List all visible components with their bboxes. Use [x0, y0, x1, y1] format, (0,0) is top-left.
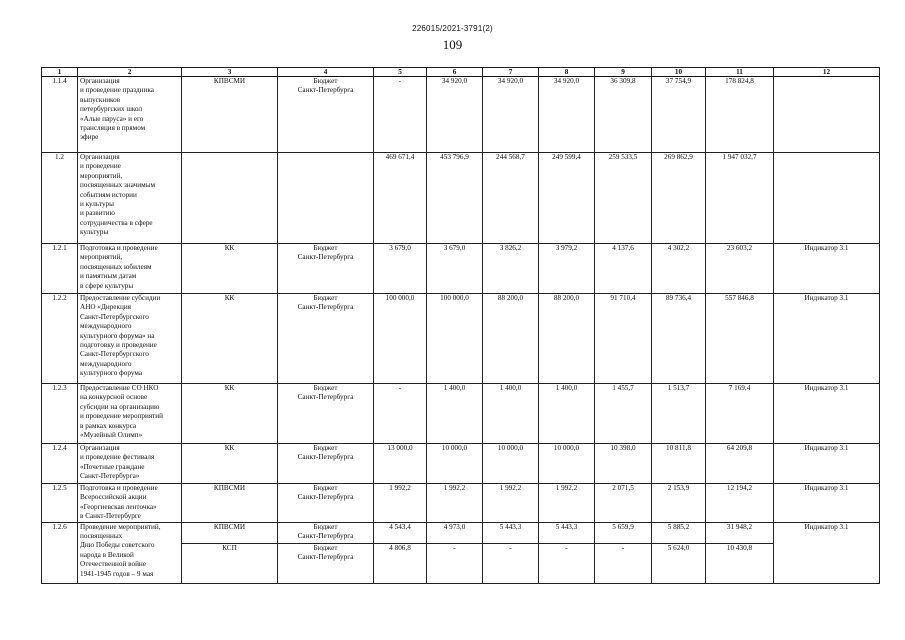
- executor: КПВСМИ: [182, 484, 278, 523]
- value-col11: 31 948,2: [706, 522, 774, 543]
- executor: КК: [182, 384, 278, 444]
- value-col10: 4 302,2: [652, 244, 706, 294]
- value-col11: 23 603,2: [706, 244, 774, 294]
- value-col7: 10 000,0: [483, 444, 539, 484]
- indicator: [774, 77, 880, 153]
- item-name: Проведение мероприятий, посвященных Дню Победы советского народа в Великой Отечественной войне 1941-1945 годов – 9 мая: [78, 522, 182, 583]
- value-col8: 3 979,2: [539, 244, 595, 294]
- value-col10: 5 885,2: [652, 522, 706, 543]
- indicator: Индикатор 3.1: [774, 484, 880, 523]
- funding-source: Бюджет Санкт-Петербурга: [278, 543, 374, 583]
- item-name: Подготовка и проведение мероприятий, посвященных юбилеям и памятным датам в сфере культуры: [78, 244, 182, 294]
- indicator: [774, 153, 880, 244]
- table-row: [42, 444, 880, 484]
- value-col9: 10 398,0: [595, 444, 652, 484]
- value-col6: 100 000,0: [427, 294, 483, 384]
- value-col6: -: [427, 543, 483, 583]
- value-col7: 244 568,7: [483, 153, 539, 244]
- indicator: Индикатор 3.1: [774, 244, 880, 294]
- table-row: [42, 77, 880, 153]
- indicator: Индикатор 3.1: [774, 384, 880, 444]
- value-col8: 1 992,2: [539, 484, 595, 523]
- executor: КК: [182, 444, 278, 484]
- value-col9: 2 071,5: [595, 484, 652, 523]
- funding-source: [278, 153, 374, 244]
- value-col10: 2 153,9: [652, 484, 706, 523]
- value-col11: 557 846,8: [706, 294, 774, 384]
- funding-source: Бюджет Санкт-Петербурга: [278, 444, 374, 484]
- funding-source: Бюджет Санкт-Петербурга: [278, 484, 374, 523]
- item-name: Организация и проведение праздника выпускников петербургских школ «Алые паруса» и его трансляция в прямом эфире: [78, 77, 182, 153]
- value-col5: 4 543,4: [374, 522, 427, 543]
- item-number: 1.2.4: [42, 444, 78, 484]
- page-number: 109: [442, 37, 463, 52]
- value-col7: 5 443,3: [483, 522, 539, 543]
- value-col5: -: [374, 384, 427, 444]
- funding-source: Бюджет Санкт-Петербурга: [278, 244, 374, 294]
- value-col10: 89 736,4: [652, 294, 706, 384]
- value-col9: 36 309,8: [595, 77, 652, 153]
- document-id: 226015/2021-3791(2): [412, 24, 493, 33]
- table-row: [42, 294, 880, 384]
- value-col9: 1 455,7: [595, 384, 652, 444]
- item-number: 1.2.5: [42, 484, 78, 523]
- value-col10: 37 754,9: [652, 77, 706, 153]
- value-col11: 64 209,8: [706, 444, 774, 484]
- executor: КПВСМИ: [182, 77, 278, 153]
- funding-source: Бюджет Санкт-Петербурга: [278, 384, 374, 444]
- value-col7: -: [483, 543, 539, 583]
- value-col8: 5 443,3: [539, 522, 595, 543]
- column-header: 6: [427, 68, 483, 77]
- value-col6: 3 679,0: [427, 244, 483, 294]
- column-header: 10: [652, 68, 706, 77]
- value-col8: 1 400,0: [539, 384, 595, 444]
- table-row: [42, 244, 880, 294]
- column-header: 12: [774, 68, 880, 77]
- value-col9: -: [595, 543, 652, 583]
- value-col6: 4 973,0: [427, 522, 483, 543]
- column-header: 7: [483, 68, 539, 77]
- item-number: 1.2.1: [42, 244, 78, 294]
- value-col9: 5 659,9: [595, 522, 652, 543]
- value-col8: 10 000,0: [539, 444, 595, 484]
- value-col10: 10 811,8: [652, 444, 706, 484]
- table-row: [42, 522, 880, 543]
- executor: КК: [182, 244, 278, 294]
- value-col10: 5 624,0: [652, 543, 706, 583]
- table-row: [42, 484, 880, 523]
- value-col9: 91 710,4: [595, 294, 652, 384]
- value-col5: 3 679,0: [374, 244, 427, 294]
- value-col11: 178 824,8: [706, 77, 774, 153]
- indicator: Индикатор 3.1: [774, 522, 880, 583]
- value-col9: 259 533,5: [595, 153, 652, 244]
- value-col6: 34 920,0: [427, 77, 483, 153]
- value-col5: 469 671,4: [374, 153, 427, 244]
- table-row: [42, 153, 880, 244]
- funding-source: Бюджет Санкт-Петербурга: [278, 294, 374, 384]
- value-col8: -: [539, 543, 595, 583]
- indicator: Индикатор 3.1: [774, 294, 880, 384]
- value-col7: 88 200,0: [483, 294, 539, 384]
- item-name: Организация и проведение фестиваля «Почетные граждане Санкт-Петербурга»: [78, 444, 182, 484]
- item-number: 1.1.4: [42, 77, 78, 153]
- item-number: 1.2: [42, 153, 78, 244]
- item-name: Предоставление субсидии АНО «Дирекция Санкт-Петербургского международного культурного форума» на подготовку и проведение Санкт-Петербургского международного культурного форума: [78, 294, 182, 384]
- executor: КК: [182, 294, 278, 384]
- value-col11: 7 169,4: [706, 384, 774, 444]
- value-col8: 34 920,0: [539, 77, 595, 153]
- indicator: Индикатор 3.1: [774, 444, 880, 484]
- column-header: 2: [78, 68, 182, 77]
- value-col7: 34 920,0: [483, 77, 539, 153]
- value-col5: 1 992,2: [374, 484, 427, 523]
- value-col6: 453 796,9: [427, 153, 483, 244]
- value-col6: 10 000,0: [427, 444, 483, 484]
- value-col8: 88 200,0: [539, 294, 595, 384]
- value-col5: -: [374, 77, 427, 153]
- value-col5: 100 000,0: [374, 294, 427, 384]
- item-name: Организация и проведение мероприятий, посвященных значимым событиям истории и культуры и развитию сотрудничества в сфере культуры: [78, 153, 182, 244]
- item-name: Подготовка и проведение Всероссийской акции «Георгиевская ленточка» в Санкт-Петербурге: [78, 484, 182, 523]
- column-header: 9: [595, 68, 652, 77]
- value-col6: 1 400,0: [427, 384, 483, 444]
- value-col5: 4 806,8: [374, 543, 427, 583]
- value-col7: 1 400,0: [483, 384, 539, 444]
- value-col7: 3 826,2: [483, 244, 539, 294]
- program-table: [41, 67, 880, 584]
- column-header: 1: [42, 68, 78, 77]
- funding-source: Бюджет Санкт-Петербурга: [278, 522, 374, 543]
- column-header: 4: [278, 68, 374, 77]
- executor: КПВСМИ: [182, 522, 278, 543]
- header-row: [42, 68, 880, 77]
- column-header: 5: [374, 68, 427, 77]
- value-col11: 12 194,2: [706, 484, 774, 523]
- executor: КСП: [182, 543, 278, 583]
- item-name: Предоставление СО НКО на конкурсной основе субсидии на организацию и проведение мероприятий в рамках конкурса «Музейный Олимп»: [78, 384, 182, 444]
- value-col11: 1 947 032,7: [706, 153, 774, 244]
- value-col9: 4 137,6: [595, 244, 652, 294]
- item-number: 1.2.3: [42, 384, 78, 444]
- table-row: [42, 384, 880, 444]
- value-col7: 1 992,2: [483, 484, 539, 523]
- value-col11: 10 430,8: [706, 543, 774, 583]
- value-col8: 249 599,4: [539, 153, 595, 244]
- item-number: 1.2.6: [42, 522, 78, 583]
- value-col6: 1 992,2: [427, 484, 483, 523]
- item-number: 1.2.2: [42, 294, 78, 384]
- value-col10: 269 862,9: [652, 153, 706, 244]
- column-header: 11: [706, 68, 774, 77]
- column-header: 3: [182, 68, 278, 77]
- funding-source: Бюджет Санкт-Петербурга: [278, 77, 374, 153]
- executor: [182, 153, 278, 244]
- column-header: 8: [539, 68, 595, 77]
- value-col10: 1 513,7: [652, 384, 706, 444]
- value-col5: 13 000,0: [374, 444, 427, 484]
